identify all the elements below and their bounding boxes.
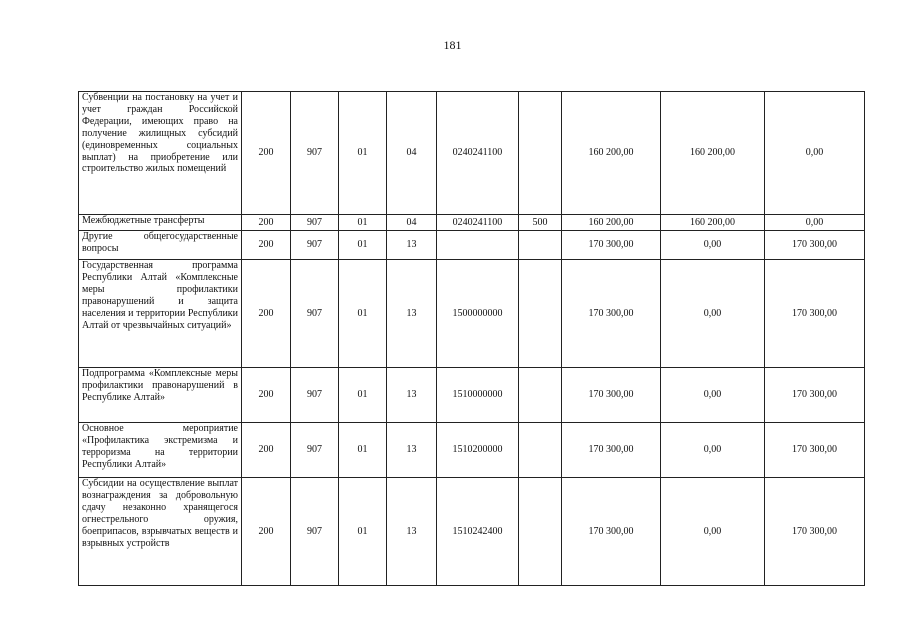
table-cell: 200 bbox=[242, 423, 291, 478]
table-cell: 500 bbox=[519, 215, 562, 231]
table-cell: 0,00 bbox=[661, 231, 765, 260]
table-cell: 1510242400 bbox=[437, 478, 519, 586]
table-cell: 13 bbox=[387, 423, 437, 478]
table-cell: 160 200,00 bbox=[661, 92, 765, 215]
table-cell: 13 bbox=[387, 260, 437, 368]
table-row bbox=[79, 423, 865, 478]
row-name-cell: Государственная программа Республики Алтай «Комплексные меры профилактики правонарушений и защита населения и территории Республики Алтай от чрезвычайных ситуаций» bbox=[79, 260, 242, 368]
table-cell: 01 bbox=[339, 260, 387, 368]
table-cell: 0,00 bbox=[661, 478, 765, 586]
table-cell: 0,00 bbox=[661, 423, 765, 478]
table-cell: 907 bbox=[291, 215, 339, 231]
row-name-cell: Субвенции на постановку на учет и учет граждан Российской Федерации, имеющих право на получение жилищных субсидий (единовременных социальных выплат) на приобретение или строительство жилых помещений bbox=[79, 92, 242, 215]
table-cell: 160 200,00 bbox=[562, 92, 661, 215]
table-cell: 1510200000 bbox=[437, 423, 519, 478]
table-cell: 907 bbox=[291, 368, 339, 423]
table-cell: 13 bbox=[387, 368, 437, 423]
budget-table bbox=[78, 91, 865, 586]
table-cell: 0240241100 bbox=[437, 215, 519, 231]
row-name-cell: Субсидии на осуществление выплат вознаграждения за добровольную сдачу незаконно хранящегося огнестрельного оружия, боеприпасов, взрывчатых веществ и взрывных устройств bbox=[79, 478, 242, 586]
row-name-cell: Подпрограмма «Комплексные меры профилактики правонарушений в Республике Алтай» bbox=[79, 368, 242, 423]
table-cell bbox=[519, 423, 562, 478]
table-cell: 170 300,00 bbox=[562, 260, 661, 368]
table-cell: 170 300,00 bbox=[765, 368, 865, 423]
table-cell: 170 300,00 bbox=[765, 231, 865, 260]
table-cell: 170 300,00 bbox=[562, 231, 661, 260]
table-cell: 0,00 bbox=[661, 368, 765, 423]
table-row bbox=[79, 215, 865, 231]
table-row bbox=[79, 368, 865, 423]
table-cell: 200 bbox=[242, 92, 291, 215]
table-cell: 160 200,00 bbox=[562, 215, 661, 231]
table-row bbox=[79, 478, 865, 586]
table-cell: 01 bbox=[339, 478, 387, 586]
table-cell: 13 bbox=[387, 231, 437, 260]
row-name-cell: Основное мероприятие «Профилактика экстремизма и терроризма на территории Республики Алтай» bbox=[79, 423, 242, 478]
table-row bbox=[79, 231, 865, 260]
table-cell bbox=[519, 260, 562, 368]
table-cell: 170 300,00 bbox=[765, 478, 865, 586]
table-cell: 170 300,00 bbox=[765, 423, 865, 478]
table-row bbox=[79, 260, 865, 368]
table-cell: 04 bbox=[387, 92, 437, 215]
table-cell: 01 bbox=[339, 231, 387, 260]
table-cell: 200 bbox=[242, 215, 291, 231]
table-cell: 200 bbox=[242, 260, 291, 368]
table-cell: 907 bbox=[291, 92, 339, 215]
table-cell: 0,00 bbox=[661, 260, 765, 368]
table-cell: 907 bbox=[291, 231, 339, 260]
table-cell: 170 300,00 bbox=[562, 423, 661, 478]
table-cell: 01 bbox=[339, 215, 387, 231]
table-cell bbox=[519, 231, 562, 260]
row-name-cell: Другие общегосударственные вопросы bbox=[79, 231, 242, 260]
table-cell: 1510000000 bbox=[437, 368, 519, 423]
table-cell: 200 bbox=[242, 368, 291, 423]
table-cell: 0240241100 bbox=[437, 92, 519, 215]
table-cell: 01 bbox=[339, 423, 387, 478]
table-cell: 907 bbox=[291, 423, 339, 478]
table-cell: 01 bbox=[339, 368, 387, 423]
table-cell: 0,00 bbox=[765, 215, 865, 231]
table-row bbox=[79, 92, 865, 215]
table-cell bbox=[519, 92, 562, 215]
table-cell: 04 bbox=[387, 215, 437, 231]
table-cell: 170 300,00 bbox=[765, 260, 865, 368]
table-cell: 160 200,00 bbox=[661, 215, 765, 231]
table-cell bbox=[519, 478, 562, 586]
table-cell: 200 bbox=[242, 231, 291, 260]
table-cell: 907 bbox=[291, 260, 339, 368]
table-cell: 170 300,00 bbox=[562, 478, 661, 586]
table-cell bbox=[437, 231, 519, 260]
table-cell: 13 bbox=[387, 478, 437, 586]
table-cell bbox=[519, 368, 562, 423]
page-number: 181 bbox=[443, 38, 462, 52]
table-cell: 0,00 bbox=[765, 92, 865, 215]
table-cell: 170 300,00 bbox=[562, 368, 661, 423]
table-cell: 01 bbox=[339, 92, 387, 215]
row-name-cell: Межбюджетные трансферты bbox=[79, 215, 242, 231]
table-cell: 907 bbox=[291, 478, 339, 586]
table-cell: 1500000000 bbox=[437, 260, 519, 368]
table-cell: 200 bbox=[242, 478, 291, 586]
